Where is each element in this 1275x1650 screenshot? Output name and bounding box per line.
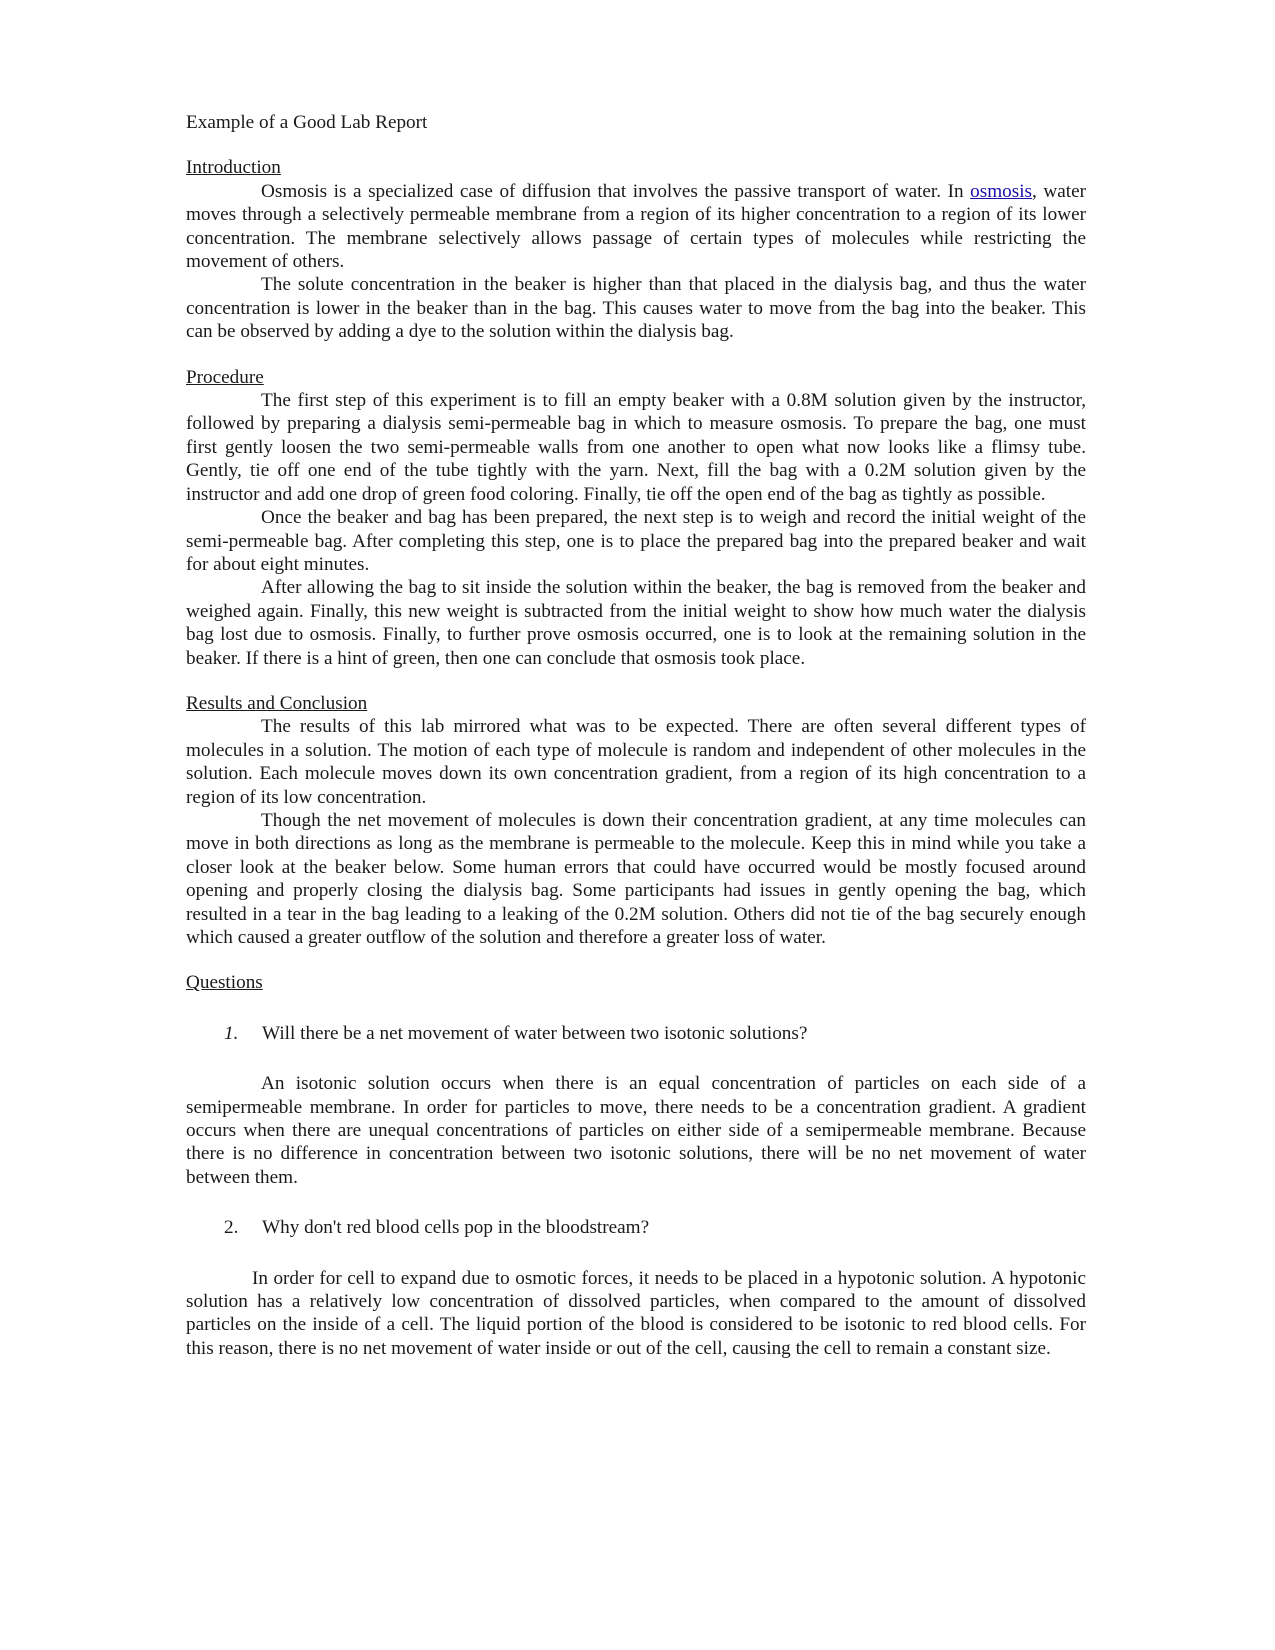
question-2 — [186, 1216, 1086, 1239]
lab-report-page — [186, 111, 1086, 1360]
answer-1: An isotonic solution occurs when there is an equal concentration of particles on each side of a semipermeable membrane. In order for particles to move, there needs to be a concentration gradient. A gradient occurs when there are unequal concentrations of particles on either side of a semipermeable membrane. Because there is no difference in concentration between two isotonic solutions, there will be no net movement of water between them. — [186, 1073, 1086, 1188]
introduction-paragraph-2: The solute concentration in the beaker is higher than that placed in the dialysis bag, and thus the water concentration is lower in the beaker than in the bag. This causes water to move from the bag into the beaker. This can be observed by adding a dye to the solution within the dialysis bag. — [186, 274, 1086, 343]
question-1 — [186, 1022, 1086, 1045]
procedure-paragraph-3: After allowing the bag to sit inside the solution within the beaker, the bag is removed from the beaker and weighed again. Finally, this new weight is subtracted from the initial weight to show how much water the dialysis bag lost due to osmosis. Finally, to further prove osmosis occurred, one is to look at the remaining solution in the beaker. If there is a hint of green, then one can conclude that osmosis took place. — [186, 577, 1086, 669]
introduction-paragraph-1 — [186, 180, 1086, 274]
question-1-number: 1. — [224, 1022, 239, 1044]
introduction-heading: Introduction — [186, 157, 281, 179]
section-spacer — [186, 670, 1086, 692]
procedure-heading: Procedure — [186, 366, 264, 388]
question-2-number: 2. — [224, 1217, 239, 1239]
section-spacer — [186, 949, 1086, 971]
results-heading: Results and Conclusion — [186, 692, 368, 714]
question-1-text: Will there be a net movement of water between two isotonic solutions? — [262, 1022, 808, 1044]
osmosis-link[interactable]: osmosis — [970, 180, 1033, 202]
introduction-p1-text-a: Osmosis is a specialized case of diffusion that involves the passive transport of water. In — [261, 180, 971, 202]
questions-heading: Questions — [186, 972, 263, 994]
results-paragraph-1: The results of this lab mirrored what was to be expected. There are often several different types of molecules in a solution. The motion of each type of molecule is random and independent of other molecules in the solution. Each molecule moves down its own concentration gradient, from a region of its high concentration to a region of its low concentration. — [186, 716, 1086, 808]
section-spacer — [186, 1045, 1086, 1072]
question-2-text: Why don't red blood cells pop in the bloodstream? — [262, 1217, 650, 1239]
introduction-p1-text-b: , water moves through a selectively permeable membrane from a region of its higher concentration to a region of its lower concentration. The membrane selectively allows passage of certain types of molecules while restricting the movement of others. — [186, 180, 1086, 273]
document-title: Example of a Good Lab Report — [186, 112, 428, 133]
procedure-paragraph-2: Once the beaker and bag has been prepared, the next step is to weigh and record the initial weight of the semi-permeable bag. After completing this step, one is to place the prepared bag into the prepared beaker and wait for about eight minutes. — [186, 507, 1086, 575]
answer-2: In order for cell to expand due to osmotic forces, it needs to be placed in a hypotonic solution. A hypotonic solution has a relatively low concentration of dissolved particles, when compared to the amount of dissolved particles on the inside of a cell. The liquid portion of the blood is considered to be isotonic to red blood cells. For this reason, there is no net movement of water inside or out of the cell, causing the cell to remain a constant size. — [186, 1267, 1086, 1359]
section-spacer — [186, 995, 1086, 1022]
section-spacer — [186, 1189, 1086, 1216]
section-spacer — [186, 344, 1086, 366]
section-spacer — [186, 1240, 1086, 1267]
results-paragraph-2: Though the net movement of molecules is down their concentration gradient, at any time molecules can move in both directions as long as the membrane is permeable to the molecule. Keep this in mind while you take a closer look at the beaker below. Some human errors that could have occurred would be mostly focused around opening and properly closing the dialysis bag. Some participants had issues in gently opening the bag, which resulted in a tear in the bag leading to a leaking of the 0.2M solution. Others did not tie of the bag securely enough which caused a greater outflow of the solution and therefore a greater loss of water. — [186, 809, 1086, 948]
procedure-paragraph-1: The first step of this experiment is to fill an empty beaker with a 0.8M solution given by the instructor, followed by preparing a dialysis semi-permeable bag in which to measure osmosis. To prepare the bag, one must first gently loosen the two semi-permeable walls from one another to open what now looks like a flimsy tube. Gently, tie off one end of the tube tightly with the yarn. Next, fill the bag with a 0.2M solution given by the instructor and add one drop of green food coloring. Finally, tie off the open end of the bag as tightly as possible. — [186, 390, 1086, 505]
